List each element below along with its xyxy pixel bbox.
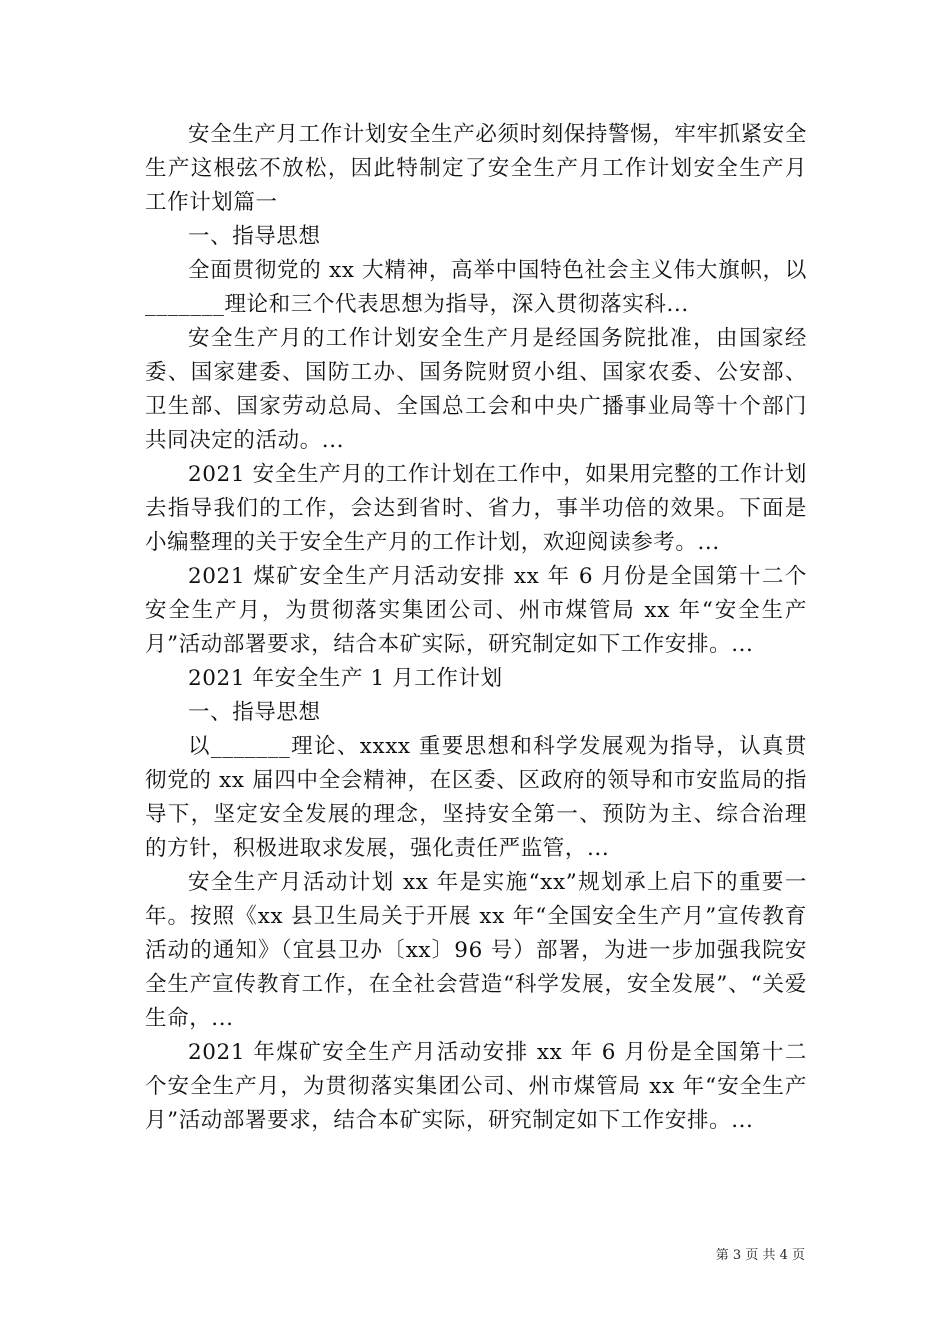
paragraph: 2021 安全生产月的工作计划在工作中，如果用完整的工作计划去指导我们的工作，会达到省时、省力，事半功倍的效果。下面是小编整理的关于安全生产月的工作计划，欢迎阅读参考。... <box>145 462 807 555</box>
paragraph: 2021 煤矿安全生产月活动安排 xx 年 6 月份是全国第十二个安全生产月，为贯彻落实集团公司、州市煤管局 xx 年“安全生产月”活动部署要求，结合本矿实际，研究制定如下工作安排。... <box>145 564 807 657</box>
paragraph: 安全生产月的工作计划安全生产月是经国务院批准，由国家经委、国家建委、国防工办、国务院财贸小组、国家农委、公安部、卫生部、国家劳动总局、全国总工会和中央广播事业局等十个部门共同决定的活动。... <box>145 326 807 453</box>
section-title: 2021 年安全生产 1 月工作计划 <box>188 666 503 691</box>
document-body <box>145 118 807 1138</box>
paragraph: 安全生产月工作计划安全生产必须时刻保持警惕，牢牢抓紧安全生产这根弦不放松，因此特制定了安全生产月工作计划安全生产月工作计划篇一 <box>145 122 807 215</box>
section-heading: 一、指导思想 <box>188 224 321 249</box>
page-number: 第 3 页 共 4 页 <box>715 1248 805 1263</box>
paragraph: 以_______理论、xxxx 重要思想和科学发展观为指导，认真贯彻党的 xx 届四中全会精神，在区委、区政府的领导和市安监局的指导下，坚定安全发展的理念，坚持安全第一、预防为主、综合治理的方针，积极进取求发展，强化责任严监管，... <box>145 734 807 861</box>
paragraph: 2021 年煤矿安全生产月活动安排 xx 年 6 月份是全国第十二个安全生产月，为贯彻落实集团公司、州市煤管局 xx 年“安全生产月”活动部署要求，结合本矿实际，研究制定如下工作安排。... <box>145 1040 807 1133</box>
paragraph: 全面贯彻党的 xx 大精神，高举中国特色社会主义伟大旗帜，以_______理论和三个代表思想为指导，深入贯彻落实科... <box>145 258 807 317</box>
paragraph: 安全生产月活动计划 xx 年是实施“xx”规划承上启下的重要一年。按照《xx 县卫生局关于开展 xx 年“全国安全生产月”宣传教育活动的通知》（宜县卫办〔xx〕96 号）部署，为进一步加强我院安全生产宣传教育工作，在全社会营造“科学发展，安全发展”、“关爱生命，... <box>145 870 807 1031</box>
section-heading: 一、指导思想 <box>188 700 321 725</box>
